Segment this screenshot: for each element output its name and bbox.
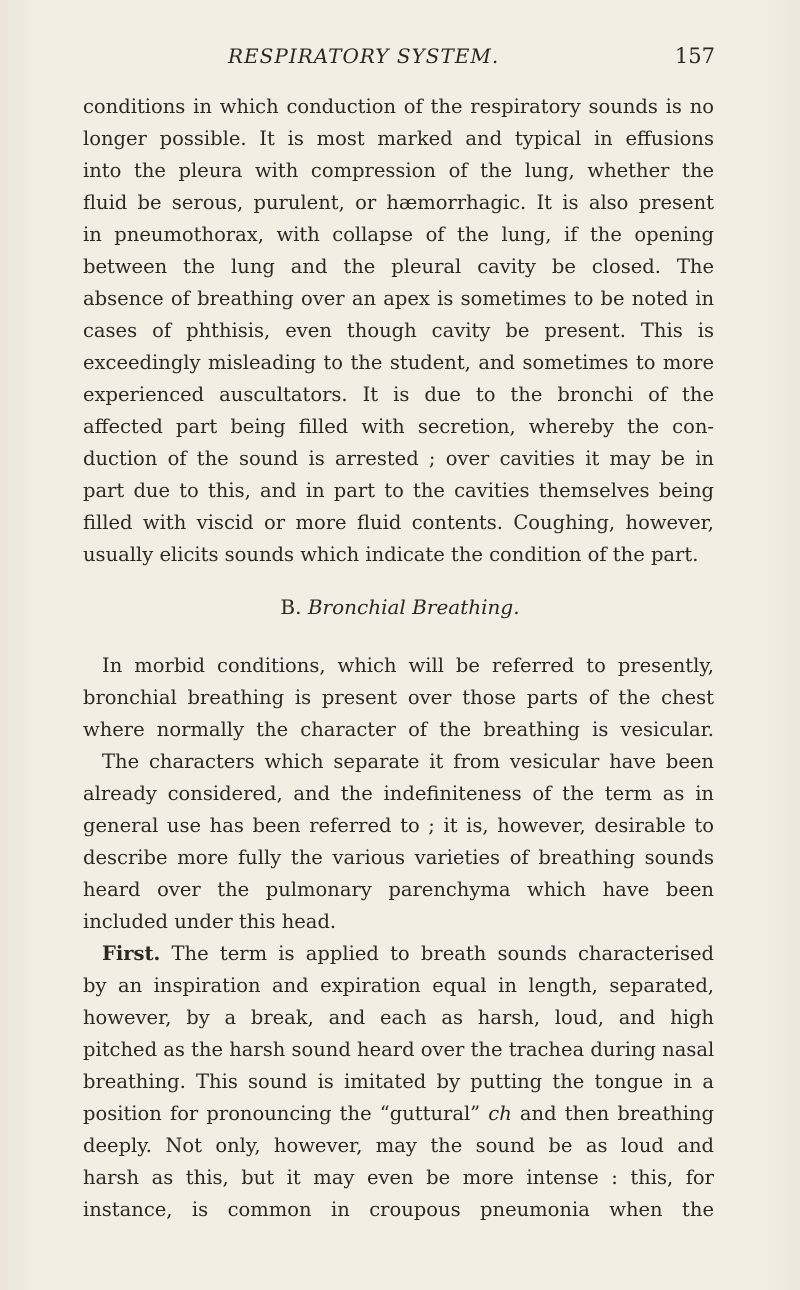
text-line: experienced auscultators. It is due to the bronchi of the (83, 383, 714, 406)
text-line: general use has been referred to ; it is, however, desirable to (83, 814, 714, 837)
text-line: describe more fully the various varieties of breathing sounds (83, 846, 714, 869)
text-line (102, 938, 714, 970)
text-fragment: position for pronouncing the “guttural” (83, 1102, 481, 1125)
text-line: bronchial breathing is present over those parts of the chest (83, 686, 714, 709)
text-line: longer possible. It is most marked and typical in effusions (83, 127, 714, 150)
text-line: in pneumothorax, with collapse of the lung, if the opening (83, 223, 714, 246)
text-line: filled with viscid or more fluid contents. Coughing, however, (83, 511, 714, 534)
section-heading (0, 591, 800, 623)
text-line: instance, is common in croupous pneumonia when the (83, 1198, 714, 1221)
page-number: 157 (674, 44, 715, 68)
text-line: usually elicits sounds which indicate the condition of the part. (83, 543, 699, 566)
text-line: between the lung and the pleural cavity be closed. The (83, 255, 714, 278)
text-line: duction of the sound is arrested ; over cavities it may be in (83, 447, 714, 470)
text-line: into the pleura with compression of the lung, whether the (83, 159, 714, 182)
text-line: where normally the character of the breathing is vesicular. (83, 718, 714, 741)
text-line: affected part being filled with secretion, whereby the con- (83, 415, 714, 438)
text-fragment: The term is applied to breath sounds characterised (171, 942, 714, 965)
text-line: heard over the pulmonary parenchyma which have been (83, 878, 714, 901)
text-fragment: and then breathing (519, 1102, 714, 1125)
text-line: by an inspiration and expiration equal in length, separated, (83, 974, 714, 997)
section-title: Bronchial Breathing. (307, 595, 520, 619)
text-line: breathing. This sound is imitated by putting the tongue in a (83, 1070, 714, 1093)
italic-term: ch (488, 1102, 512, 1125)
text-line: fluid be serous, purulent, or hæmorrhagic. It is also present (83, 191, 714, 214)
text-line: In morbid conditions, which will be referred to presently, (102, 654, 714, 677)
first-label: First. (102, 942, 161, 965)
text-line: exceedingly misleading to the student, and sometimes to more (83, 351, 714, 374)
text-line: absence of breathing over an apex is sometimes to be noted in (83, 287, 714, 310)
section-letter: B. (280, 595, 302, 619)
text-line: however, by a break, and each as harsh, loud, and high (83, 1006, 714, 1029)
text-line: conditions in which conduction of the respiratory sounds is no (83, 95, 714, 118)
text-line: The characters which separate it from vesicular have been (102, 750, 714, 773)
text-line: harsh as this, but it may even be more intense : this, for (83, 1166, 714, 1189)
text-line: cases of phthisis, even though cavity be present. This is (83, 319, 714, 342)
running-head: RESPIRATORY SYSTEM. (228, 44, 500, 68)
text-line: included under this head. (83, 910, 337, 933)
text-line: part due to this, and in part to the cavities themselves being (83, 479, 714, 502)
text-line: deeply. Not only, however, may the sound be as loud and (83, 1134, 714, 1157)
text-line: pitched as the harsh sound heard over the trachea during nasal (83, 1038, 715, 1061)
text-line: already considered, and the indefiniteness of the term as in (83, 782, 714, 805)
text-line (83, 1098, 714, 1130)
